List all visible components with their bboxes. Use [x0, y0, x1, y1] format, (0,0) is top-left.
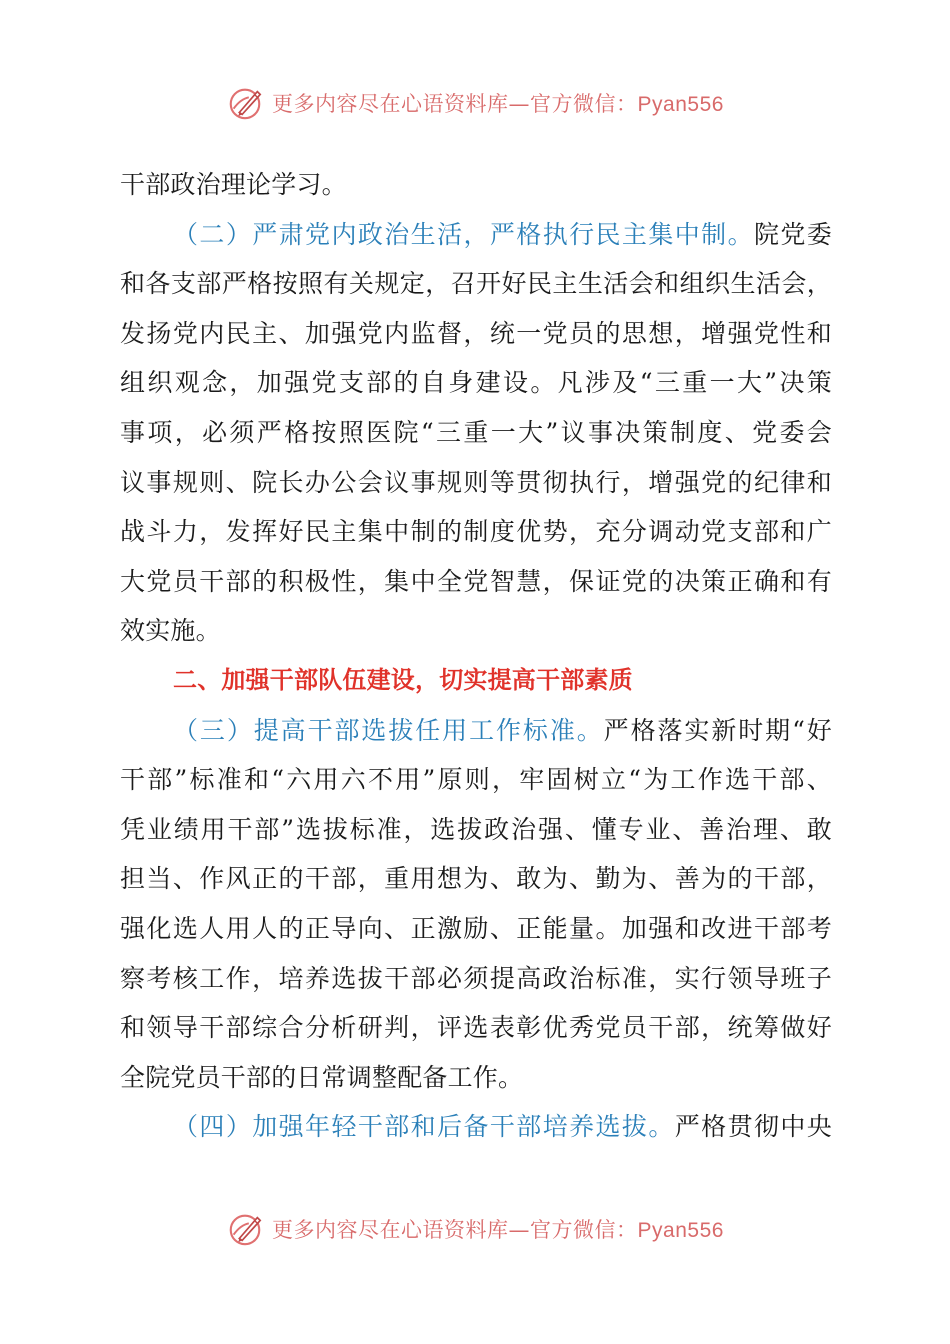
paragraph-line: 和领导干部综合分析研判，评选表彰优秀党员干部，统筹做好	[120, 1013, 832, 1043]
pen-logo-icon	[226, 1210, 264, 1248]
subheading: （四）加强年轻干部和后备干部培养选拔。	[173, 1112, 675, 1142]
paragraph-line: 全院党员干部的日常调整配备工作。	[120, 1062, 524, 1092]
paragraph-line: （三）提高干部选拔任用工作标准。严格落实新时期“好	[173, 715, 832, 745]
section-heading: 二、加强干部队伍建设，切实提高干部素质	[173, 665, 633, 694]
pen-logo-icon	[226, 84, 264, 122]
paragraph-line: 干部”标准和“六用六不用”原则，牢固树立“为工作选干部、	[120, 765, 832, 795]
watermark-wechat-id: Pyan556	[637, 1219, 724, 1242]
paragraph-line: （二）严肃党内政治生活，严格执行民主集中制。院党委	[173, 219, 833, 249]
paragraph-line: 事项，必须严格按照医院“三重一大”议事决策制度、党委会	[120, 417, 832, 447]
paragraph-line: （四）加强年轻干部和后备干部培养选拔。严格贯彻中央	[173, 1112, 832, 1142]
paragraph-line: 大党员干部的积极性，集中全党智慧，保证党的决策正确和有	[120, 566, 832, 596]
document-body	[120, 160, 832, 1152]
paragraph-line: 干部政治理论学习。	[120, 170, 347, 199]
paragraph-line: 担当、作风正的干部，重用想为、敢为、勤为、善为的干部，	[120, 864, 832, 894]
paragraph-line: 战斗力，发挥好民主集中制的制度优势，充分调动党支部和广	[120, 517, 832, 547]
paragraph-line: 议事规则、院长办公会议事规则等贯彻执行，增强党的纪律和	[120, 467, 832, 497]
watermark-text: 更多内容尽在心语资料库—官方微信：Pyan556	[272, 92, 724, 116]
paragraph-line: 凭业绩用干部”选拔标准，选拔政治强、懂专业、善治理、敢	[120, 814, 832, 844]
paragraph-line: 强化选人用人的正导向、正激励、正能量。加强和改进干部考	[120, 913, 832, 943]
page-footer-watermark	[0, 1206, 950, 1252]
paragraph-line: 和各支部严格按照有关规定，召开好民主生活会和组织生活会，	[120, 269, 832, 299]
subheading: （二）严肃党内政治生活，严格执行民主集中制。	[173, 219, 754, 249]
paragraph-line: 组织观念，加强党支部的自身建设。凡涉及“三重一大”决策	[120, 368, 832, 398]
page-header-watermark	[0, 80, 950, 126]
watermark-wechat-id: Pyan556	[637, 93, 724, 116]
subheading: （三）提高干部选拔任用工作标准。	[173, 715, 604, 745]
paragraph-line: 效实施。	[120, 616, 221, 646]
paragraph-line: 察考核工作，培养选拔干部必须提高政治标准，实行领导班子	[120, 963, 832, 993]
watermark-text: 更多内容尽在心语资料库—官方微信：Pyan556	[272, 1218, 724, 1242]
paragraph-line: 发扬党内民主、加强党内监督，统一党员的思想，增强党性和	[120, 318, 832, 348]
